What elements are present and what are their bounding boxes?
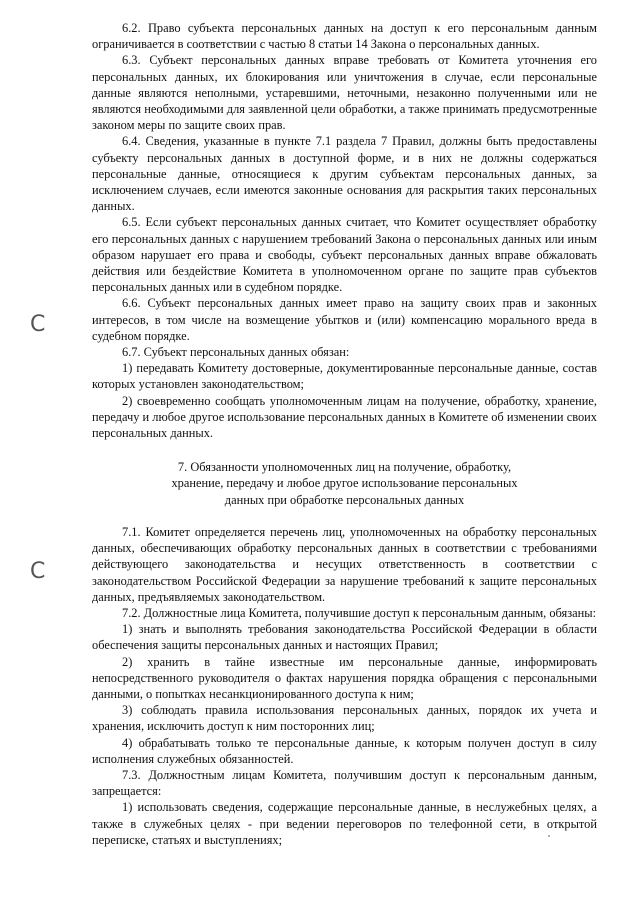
paragraph-7-2-item-4: 4) обрабатывать только те персональные данные, к которым получен доступ в силу исполнения служебных обязанностей. bbox=[92, 735, 597, 766]
paragraph-7-3-item-1: 1) использовать сведения, содержащие персональные данные, в неслужебных целях, а также в служебных целях - при ведении переговоров по телефонной сети, в открытой переписке, статьях и выступлениях; bbox=[92, 800, 597, 847]
binder-hole-mark: C bbox=[30, 559, 46, 584]
section-7-heading-line: хранение, передачу и любое другое использование персональных bbox=[171, 476, 518, 491]
paragraph-6-2: 6.2. Право субъекта персональных данных на доступ к его персональным данным ограничивается в соответствии с частью 8 статьи 14 Закона о персональных данных. bbox=[92, 21, 597, 52]
paragraph-7-2-item-2: 2) хранить в тайне известные им персональные данные, информировать непосредственного руководителя о фактах нарушения порядка обращения с персональными данными, о попытках несанкционированного доступа к ним; bbox=[92, 654, 597, 701]
binder-hole-mark: C bbox=[30, 312, 46, 337]
paragraph-7-2-item-3: 3) соблюдать правила использования персональных данных, порядок их учета и хранения, исключить доступ к ним посторонних лиц; bbox=[92, 703, 597, 734]
paragraph-6-5: 6.5. Если субъект персональных данных считает, что Комитет осуществляет обработку его персональных данных с нарушением требований Закона о персональных данных или иным образом нарушает его права и свободы, субъект персональных данных вправе обжаловать действия или бездействие Комитета в уполномоченном органе по защите прав субъектов персональных данных или в судебном порядке. bbox=[92, 215, 597, 295]
paragraph-6-7-item-1: 1) передавать Комитету достоверные, документированные персональные данные, состав которых установлен законодательством; bbox=[92, 361, 597, 392]
section-7-heading-line: 7. Обязанности уполномоченных лиц на получение, обработку, bbox=[177, 460, 512, 475]
section-7-heading-line: данных при обработке персональных данных bbox=[224, 492, 465, 507]
paragraph-6-6: 6.6. Субъект персональных данных имеет право на защиту своих прав и законных интересов, в том числе на возмещение убытков и (или) компенсацию морального вреда в судебном порядке. bbox=[92, 296, 597, 343]
paragraph-6-3: 6.3. Субъект персональных данных вправе требовать от Комитета уточнения его персональных данных, их блокирования или уничтожения в случае, если персональные данные являются неполными, устаревшими, неточными, незаконно полученными или не являются необходимыми для заявленной цели обработки, а также принимать предусмотренные законом меры по защите своих прав. bbox=[92, 53, 597, 133]
paragraph-7-3: 7.3. Должностным лицам Комитета, получившим доступ к персональным данным, запрещается: bbox=[92, 767, 597, 799]
document-page bbox=[92, 20, 597, 848]
paragraph-6-7: 6.7. Субъект персональных данных обязан: bbox=[122, 345, 350, 360]
paragraph-7-2-item-1: 1) знать и выполнять требования законодательства Российской Федерации в области обеспечения защиты персональных данных и настоящих Правил; bbox=[92, 622, 597, 653]
paragraph-7-2: 7.2. Должностные лица Комитета, получившие доступ к персональным данным, обязаны: bbox=[122, 605, 597, 620]
paragraph-6-4: 6.4. Сведения, указанные в пункте 7.1 раздела 7 Правил, должны быть предоставлены субъекту персональных данных в доступной форме, и в них не должны содержаться персональные данные, относящиеся к другим субъектам персональных данных, за исключением случаев, если имеются законные основания для раскрытия таких персональных данных. bbox=[92, 134, 597, 214]
paragraph-6-7-item-2: 2) своевременно сообщать уполномоченным лицам на получение, обработку, хранение, передачу и любое другое использование персональных данных в Комитете об изменении своих персональных данных. bbox=[92, 393, 597, 441]
paragraph-7-1: 7.1. Комитет определяется перечень лиц, уполномоченных на обработку персональных данных, обеспечивающих обработку персональных данных в соответствии с требованиями действующего законодательства и несущих ответственность в соответствии с законодательством Российской Федерации за нарушение требований к защите персональных данных, предъявляемых законодательством. bbox=[92, 524, 597, 604]
section-7-heading bbox=[92, 459, 597, 508]
